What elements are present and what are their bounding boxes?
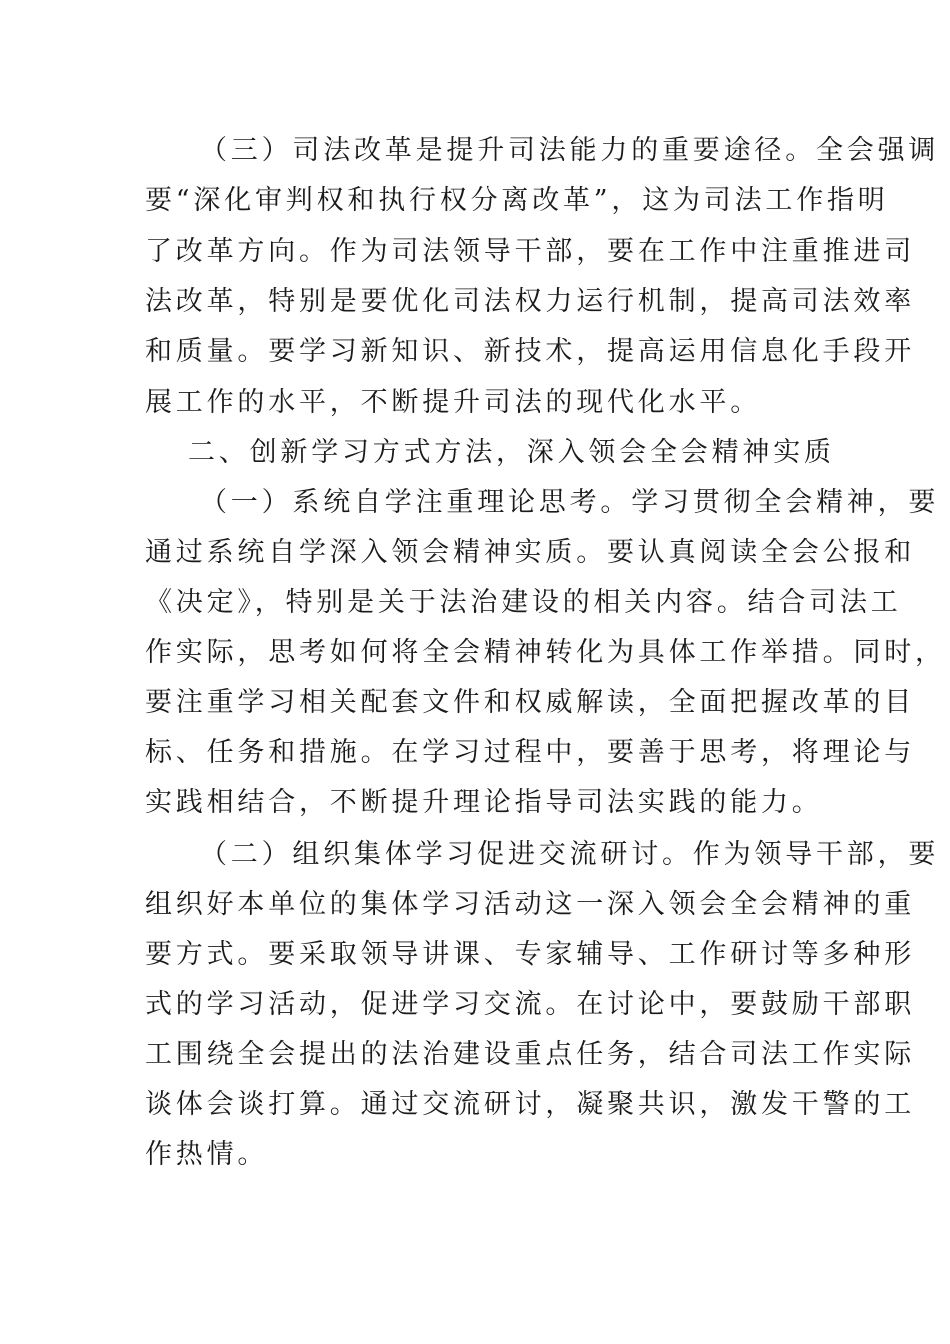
paragraph-2-line-5: 工围绕全会提出的法治建设重点任务，结合司法工作实际 xyxy=(145,1039,915,1070)
paragraph-3-line-1: （三）司法改革是提升司法能力的重要途径。全会强调 xyxy=(200,135,940,166)
paragraph-1-line-2: 通过系统自学深入领会精神实质。要认真阅读全会公报和 xyxy=(145,537,915,568)
paragraph-3-line-5: 和质量。要学习新知识、新技术，提高运用信息化手段开 xyxy=(145,336,915,367)
paragraph-2-line-4: 式的学习活动，促进学习交流。在讨论中，要鼓励干部职 xyxy=(145,989,915,1020)
paragraph-1-line-3: 《决定》，特别是关于法治建设的相关内容。结合司法工 xyxy=(145,587,902,618)
paragraph-3-line-2: 要“深化审判权和执行权分离改革”，这为司法工作指明 xyxy=(145,185,889,216)
paragraph-2-line-3: 要方式。要采取领导讲课、专家辅导、工作研讨等多种形 xyxy=(145,939,915,970)
paragraph-2-line-6: 谈体会谈打算。通过交流研讨，凝聚共识，激发干警的工 xyxy=(145,1089,915,1120)
paragraph-3-line-4: 法改革，特别是要优化司法权力运行机制，提高司法效率 xyxy=(145,286,915,317)
paragraph-2-line-2: 组织好本单位的集体学习活动这一深入领会全会精神的重 xyxy=(145,889,915,920)
paragraph-1-line-5: 要注重学习相关配套文件和权威解读，全面把握改革的目 xyxy=(145,687,915,718)
paragraph-1-line-4: 作实际，思考如何将全会精神转化为具体工作举措。同时， xyxy=(145,637,946,668)
paragraph-2-line-1: （二）组织集体学习促进交流研讨。作为领导干部，要 xyxy=(200,839,940,870)
paragraph-2-line-7: 作热情。 xyxy=(145,1139,269,1170)
paragraph-3-line-3: 了改革方向。作为司法领导干部，要在工作中注重推进司 xyxy=(145,236,915,267)
paragraph-1-line-6: 标、任务和措施。在学习过程中，要善于思考，将理论与 xyxy=(145,737,915,768)
paragraph-1-line-1: （一）系统自学注重理论思考。学习贯彻全会精神，要 xyxy=(200,487,940,518)
paragraph-1-line-7: 实践相结合，不断提升理论指导司法实践的能力。 xyxy=(145,787,823,818)
paragraph-3-line-6: 展工作的水平，不断提升司法的现代化水平。 xyxy=(145,387,761,418)
section-heading-2: 二、创新学习方式方法，深入领会全会精神实质 xyxy=(188,437,835,468)
